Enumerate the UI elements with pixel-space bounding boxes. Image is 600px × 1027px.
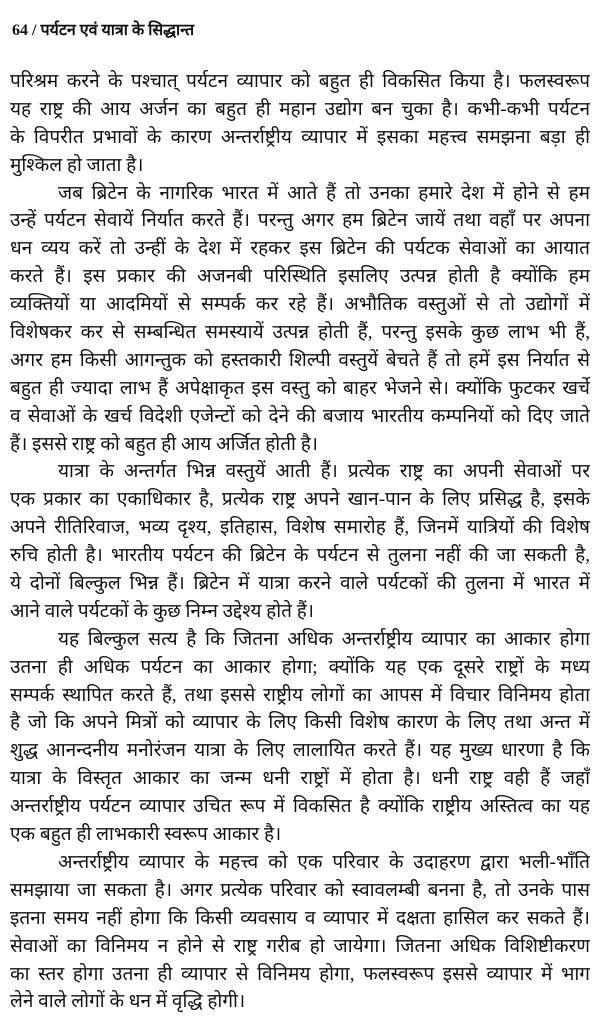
text-line: सम्पर्क स्थापित करते हैं, तथा इससे राष्ट्रीय लोगों का आपस में विचार विनिमय होता (10, 684, 590, 706)
page-number: 64 (12, 22, 28, 39)
text-line: लेने वाले लोगों के धन में वृद्धि होगी। (10, 991, 246, 1013)
text-line: विशेषकर कर से सम्बन्धित समस्यायें उत्पन्न होती हैं, परन्तु इसके कुछ लाभ भी हैं, (10, 322, 590, 344)
text-line: इतना समय नहीं होगा कि किसी व्यवसाय व व्यापार में दक्षता हासिल कर सकते हैं। (10, 907, 590, 929)
text-line: शुद्ध आनन्दनीय मनोरंजन यात्रा के लिए लालायित करते हैं। यह मुख्य धारणा है कि (10, 740, 590, 762)
text-line: धन व्यय करें तो उन्हीं के देश में रहकर इस ब्रिटेन की पर्यटक सेवाओं का आयात (10, 238, 590, 260)
paragraph (10, 626, 590, 849)
text-line: रुचि होती है। भारतीय पर्यटन की ब्रिटेन के पर्यटन से तुलना नहीं की जा सकती है, (10, 545, 590, 567)
text-line: के विपरीत प्रभावों के कारण अन्तर्राष्ट्रीय व्यापार में इसका महत्त्व समझना बड़ा ही (10, 126, 590, 148)
paragraph (10, 458, 590, 625)
text-line: परिश्रम करने के पश्चात् पर्यटन व्यापार को बहुत ही विकसित किया है। फलस्वरूप (10, 71, 590, 92)
text-line: जब ब्रिटेन के नागरिक भारत में आते हैं तो उनका हमारे देश में होने से हम (58, 182, 590, 204)
text-line: ये दोनों बिल्कुल भिन्न हैं। ब्रिटेन में यात्रा करने वाले पर्यटकों की तुलना में भारत में (10, 573, 590, 595)
text-line: एक प्रकार का एकाधिकार है, प्रत्येक राष्ट्र अपने खान-पान के लिए प्रसिद्ध है, इसके (10, 489, 590, 511)
text-line: अगर हम किसी आगन्तुक को हस्तकारी शिल्पी वस्तुयें बेचते हैं तो हमें इस निर्यात से (10, 349, 590, 371)
text-line: एक बहुत ही लाभकारी स्वरूप आकार है। (10, 824, 282, 846)
text-line: समझाया जा सकता है। अगर प्रत्येक परिवार को स्वावलम्बी बनना है, तो उनके पास (10, 879, 590, 901)
text-line: यह राष्ट्र की आय अर्जन का बहुत ही महान उद्योग बन चुका है। कभी-कभी पर्यटन (10, 98, 590, 120)
running-head (12, 18, 194, 40)
body-text (10, 68, 590, 1016)
text-line: उतना ही अधिक पर्यटन का आकार होगा; क्योंकि यह एक दूसरे राष्ट्रों के मध्य (10, 656, 590, 678)
text-line: मुश्किल हो जाता है। (10, 154, 144, 176)
text-line: करते हैं। इस प्रकार की अजनबी परिस्थिति इसलिए उत्पन्न होती है क्योंकि हम (10, 266, 590, 288)
text-line: अपने रीतिरिवाज, भव्य दृश्य, इतिहास, विशेष समारोह हैं, जिनमें यात्रियों की विशेष (10, 517, 590, 539)
paragraph (10, 180, 590, 459)
text-line: यह बिल्कुल सत्य है कि जितना अधिक अन्तर्राष्ट्रीय व्यापार का आकार होगा (58, 628, 590, 650)
text-line: आने वाले पर्यटकों के कुछ निम्न उद्देश्य होते हैं। (10, 600, 314, 622)
text-line: यात्रा के विस्तृत आकार का जन्म धनी राष्ट्रों में होता है। धनी राष्ट्र वही हैं जहाँ (10, 768, 590, 790)
text-line: व्यक्तियों या आदमियों से सम्पर्क कर रहे हैं। अभौतिक वस्तुओं से तो उद्योगों में (10, 294, 590, 316)
text-line: यात्रा के अन्तर्गत भिन्न वस्तुयें आती हैं। प्रत्येक राष्ट्र का अपनी सेवाओं पर (58, 461, 590, 483)
text-line: बहुत ही ज्यादा लाभ हैं अपेक्षाकृत इस वस्तु को बाहर भेजने से। क्योंकि फुटकर खर्चे (10, 377, 590, 399)
paragraph (10, 68, 590, 180)
text-line: अन्तर्राष्ट्रीय व्यापार के महत्त्व को एक परिवार के उदाहरण द्वारा भली-भाँति (58, 851, 590, 873)
text-line: उन्हें पर्यटन सेवायें निर्यात करते हैं। परन्तु अगर हम ब्रिटेन जायें तथा वहाँ पर अपना (10, 210, 590, 232)
book-title: पर्यटन एवं यात्रा के सिद्धान्त (40, 22, 195, 39)
text-line: है जो कि अपने मित्रों को व्यापार के लिए किसी विशेष कारण के लिए तथा अन्त में (10, 712, 590, 734)
paragraph (10, 849, 590, 1016)
header-separator: / (32, 22, 37, 39)
text-line: का स्तर होगा उतना ही व्यापार से विनिमय होगा, फलस्वरूप इससे व्यापार में भाग (10, 963, 590, 985)
text-line: अन्तर्राष्ट्रीय पर्यटन व्यापार उचित रूप में विकसित है क्योंकि राष्ट्रीय अस्तित्व का यह (10, 796, 590, 818)
text-line: व सेवाओं के खर्च विदेशी एजेन्टों को देने की बजाय भारतीय कम्पनियों को दिए जाते (10, 405, 590, 427)
text-line: सेवाओं का विनिमय न होने से राष्ट्र गरीब हो जायेगा। जितना अधिक विशिष्टीकरण (10, 935, 590, 957)
text-line: हैं। इससे राष्ट्र को बहुत ही आय अर्जित होती है। (10, 433, 318, 455)
